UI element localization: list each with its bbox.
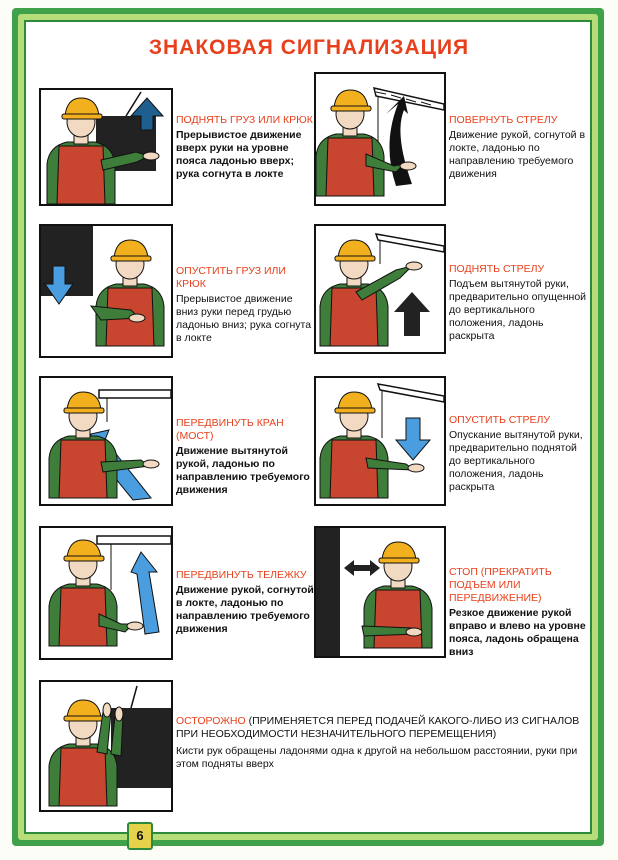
signal-text-stop [449, 566, 591, 659]
signal-description: Резкое движение рукой вправо и влево на уровне пояса, ладонь обращена вниз [449, 607, 586, 658]
signal-text-raise-boom [449, 263, 589, 343]
signal-heading: ПЕРЕДВИНУТЬ КРАН (МОСТ) [176, 417, 284, 442]
signal-heading: ПЕРЕДВИНУТЬ ТЕЛЕЖКУ [176, 569, 307, 581]
signal-heading-row [176, 715, 586, 741]
page-title: ЗНАКОВАЯ СИГНАЛИЗАЦИЯ [148, 36, 470, 59]
signal-description: Движение рукой, согнутой в локте, ладонью по направлению требуемого движения [176, 584, 314, 635]
signal-illustration-lower-boom [314, 376, 446, 506]
signal-text-lower-load [176, 265, 316, 345]
signal-illustration-rotate-boom [314, 72, 446, 206]
signal-heading: ПОДНЯТЬ СТРЕЛУ [449, 263, 545, 275]
signal-description: Прерывистое движение вниз руки перед грудью ладонью вниз; рука согнута в локте [176, 293, 312, 344]
signal-heading: СТОП (ПРЕКРАТИТЬ ПОДЪЕМ ИЛИ ПЕРЕДВИЖЕНИЕ) [449, 566, 552, 604]
signal-text-lower-boom [449, 414, 589, 494]
signal-heading: ПОВЕРНУТЬ СТРЕЛУ [449, 114, 558, 126]
signal-illustration-move-crane [39, 376, 173, 506]
signal-heading: ОПУСТИТЬ СТРЕЛУ [449, 414, 551, 426]
signal-illustration-raise-boom [314, 224, 446, 354]
signal-illustration-move-trolley [39, 526, 173, 660]
signal-note: (ПРИМЕНЯЕТСЯ ПЕРЕД ПОДАЧЕЙ КАКОГО-ЛИБО ИЗ СИГНАЛОВ ПРИ НЕОБХОДИМОСТИ НЕЗНАЧИТЕЛЬНОГО ПЕРЕМЕЩЕНИЯ) [176, 715, 580, 740]
signal-text-move-crane [176, 417, 316, 497]
signal-description: Подъем вытянутой руки, предварительно опущенной до вертикального положения, ладонь раскрыта [449, 278, 587, 342]
signal-description: Прерывистое движение вверх руки на уровне пояса ладонью вверх; рука согнута в локте [176, 129, 302, 180]
signal-text-move-trolley [176, 569, 316, 636]
signal-text-rotate-boom [449, 114, 589, 181]
signal-text-raise-load [176, 114, 316, 181]
signal-description: Движение рукой, согнутой в локте, ладонью по направлению требуемого движения [449, 129, 586, 180]
signal-description: Кисти рук обращены ладонями одна к другой на небольшом расстоянии, руки при этом подняты вверх [176, 745, 578, 770]
signal-description: Движение вытянутой рукой, ладонью по направлению требуемого движения [176, 445, 310, 496]
signal-illustration-lower-load [39, 224, 173, 358]
signal-heading: ОПУСТИТЬ ГРУЗ ИЛИ КРЮК [176, 265, 286, 290]
signal-text-caution [176, 715, 586, 771]
signal-illustration-caution [39, 680, 173, 812]
signal-illustration-raise-load [39, 88, 173, 206]
signal-description: Опускание вытянутой руки, предварительно поднятой до вертикального положения, ладонь раскрыта [449, 429, 583, 493]
signal-illustration-stop [314, 526, 446, 658]
page-number: 6 [127, 822, 153, 850]
signal-heading: ОСТОРОЖНО [176, 715, 246, 727]
signal-heading: ПОДНЯТЬ ГРУЗ ИЛИ КРЮК [176, 114, 313, 126]
